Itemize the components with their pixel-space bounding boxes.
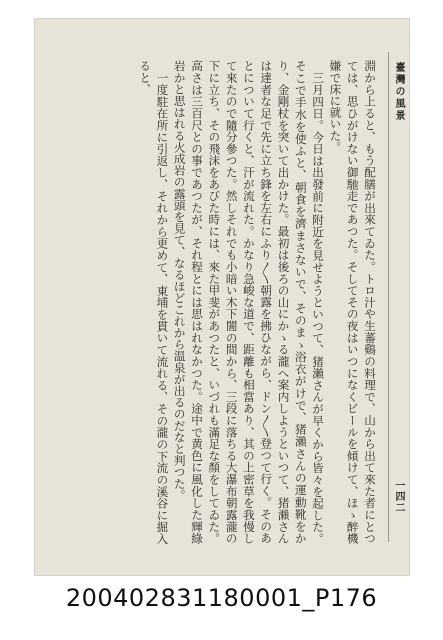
page-number: 一四二 [393,480,404,513]
paragraph: 三月四日。今日は出發前に附近を見せようといつて、猪瀨さんが早くから皆々を起した。そこで手水を使ふと、朝食を濟まさないで、そのまゝ浴衣がけで、猪瀨さんの運動靴をかり、金剛杖を突いて出かけた。最初は後ろの山にかゝる瀧へ案内しようといつて、猪瀨さんは達者な足で先に立ち鋒を左右にふり〳〵朝露を拂ひながら、ドン〳〵登つて行く。そのあとについて行くと、汗が流れた。かなり急峻な道で、距離も相當あり、其の上密草を我慢して來たので隨分參つた。然しそれでも小暗い木下闇の間から、三段に落ちる大瀑布朝露瀧の下に立ち、その飛沫をあびた時には、來た甲斐があつたと、いづれも滿足な顏をしてゐた。高さは三百尺との事であつたが、それ程とには思はれなかつた。途中で黄色に風化した輝綠岩かと思はれる火成岩の露頭を見て、なるほどこれから温泉が出るのだなと判つた。 [172,60,326,544]
body-text [72,60,378,544]
running-title: 臺灣の風景 [393,62,404,122]
paragraph: 一度駐在所に引返し、それから更めて、東埔を貫いて流れる、その瀧の下流の溪谷に掘入ると、 [138,60,170,544]
header-divider-line [388,52,389,542]
archive-id-caption: 200402831180001_P176 [65,584,378,612]
paragraph: 淵から上ると、もう配膳が出來てゐた。トロ汁や生蕃鷄の料理で、山から出て來た者にとつては、思ひがけない御馳走であつた。そしてその夜はいつになくビールを傾けて、ほゝ醉機嫌で床に就いた。 [328,60,377,544]
